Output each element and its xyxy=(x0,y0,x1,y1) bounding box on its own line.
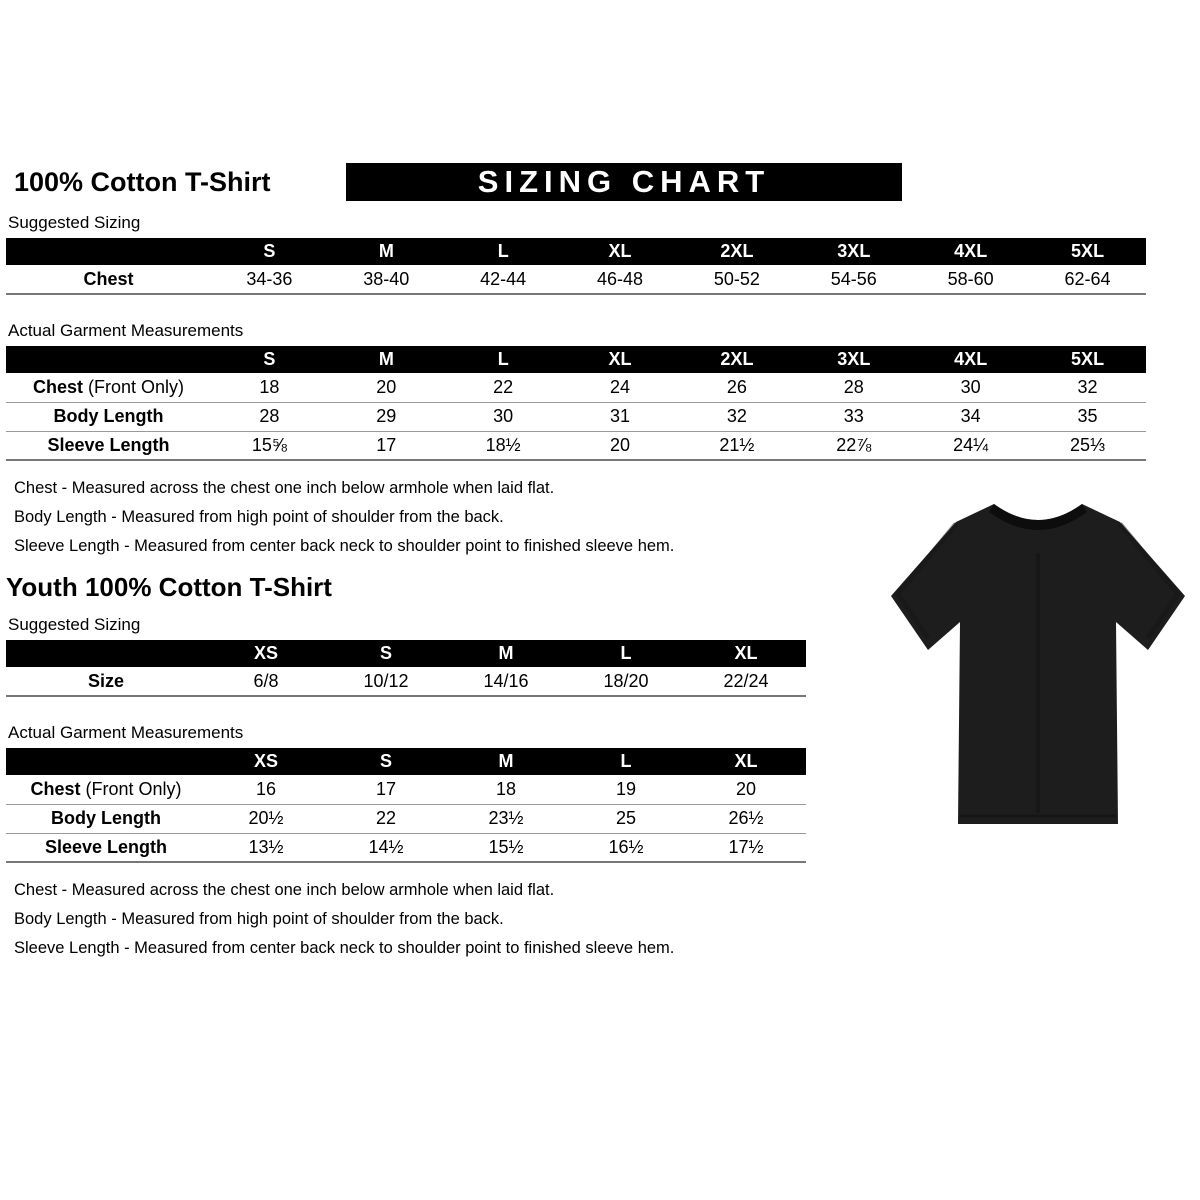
cell: 24 xyxy=(562,373,679,402)
size-header: M xyxy=(328,238,445,265)
cell: 26½ xyxy=(686,804,806,833)
cell: 20½ xyxy=(206,804,326,833)
row-label-note: (Front Only) xyxy=(80,778,182,799)
size-header: S xyxy=(211,346,328,373)
cell: 18½ xyxy=(445,431,562,460)
size-header: M xyxy=(446,640,566,667)
size-header: 3XL xyxy=(795,238,912,265)
tshirt-graphic xyxy=(888,478,1188,838)
cell: 29 xyxy=(328,402,445,431)
size-header-row xyxy=(6,748,806,775)
size-header: 5XL xyxy=(1029,238,1146,265)
size-header: 2XL xyxy=(679,346,796,373)
size-header: 3XL xyxy=(795,346,912,373)
row-label-text: Body Length xyxy=(53,406,164,426)
cell: 10/12 xyxy=(326,667,446,696)
cell: 20 xyxy=(562,431,679,460)
cell: 15⅝ xyxy=(211,431,328,460)
note-chest: Chest - Measured across the chest one inch below armhole when laid flat. xyxy=(14,479,555,497)
cell: 18 xyxy=(446,775,566,804)
empty-header-cell xyxy=(6,346,211,373)
size-header: L xyxy=(445,346,562,373)
size-header-row xyxy=(6,238,1146,265)
cell: 33 xyxy=(795,402,912,431)
row-label xyxy=(6,373,211,402)
cell: 20 xyxy=(686,775,806,804)
note-chest: Chest - Measured across the chest one inch below armhole when laid flat. xyxy=(14,881,555,899)
adult-suggested-sizing-label: Suggested Sizing xyxy=(8,213,141,232)
youth-suggested-sizing-table xyxy=(6,640,806,697)
table-row xyxy=(6,265,1146,294)
note-body-length: Body Length - Measured from high point of shoulder from the back. xyxy=(14,508,504,526)
size-header: XL xyxy=(686,748,806,775)
adult-actual-measurements-table xyxy=(6,346,1146,461)
cell: 13½ xyxy=(206,833,326,862)
cell: 38-40 xyxy=(328,265,445,294)
empty-header-cell xyxy=(6,238,211,265)
cell: 30 xyxy=(912,373,1029,402)
cell: 14½ xyxy=(326,833,446,862)
cell: 16 xyxy=(206,775,326,804)
size-header: M xyxy=(328,346,445,373)
empty-header-cell xyxy=(6,640,206,667)
row-label-note: (Front Only) xyxy=(83,376,185,397)
cell: 30 xyxy=(445,402,562,431)
cell: 34-36 xyxy=(211,265,328,294)
row-label xyxy=(6,402,211,431)
empty-header-cell xyxy=(6,748,206,775)
size-header: XL xyxy=(686,640,806,667)
cell: 42-44 xyxy=(445,265,562,294)
note-sleeve-length: Sleeve Length - Measured from center back neck to shoulder point to finished sleeve hem. xyxy=(14,939,675,957)
adult-actual-measurements-label: Actual Garment Measurements xyxy=(8,321,244,340)
size-header-row xyxy=(6,640,806,667)
size-header: XL xyxy=(562,346,679,373)
youth-suggested-sizing-label: Suggested Sizing xyxy=(8,615,141,634)
size-header: M xyxy=(446,748,566,775)
size-header: 5XL xyxy=(1029,346,1146,373)
cell: 16½ xyxy=(566,833,686,862)
youth-measurement-notes xyxy=(14,881,1200,958)
cell: 54-56 xyxy=(795,265,912,294)
cell: 22 xyxy=(326,804,446,833)
sizing-chart-banner: SIZING CHART xyxy=(346,163,902,201)
size-header: S xyxy=(211,238,328,265)
table-row xyxy=(6,833,806,862)
cell: 46-48 xyxy=(562,265,679,294)
size-header: S xyxy=(326,640,446,667)
cell: 28 xyxy=(211,402,328,431)
cell: 58-60 xyxy=(912,265,1029,294)
cell: 14/16 xyxy=(446,667,566,696)
header-row xyxy=(6,163,1200,201)
row-label xyxy=(6,265,211,294)
size-header: S xyxy=(326,748,446,775)
cell: 50-52 xyxy=(679,265,796,294)
size-header: XL xyxy=(562,238,679,265)
row-label xyxy=(6,775,206,804)
cell: 18/20 xyxy=(566,667,686,696)
cell: 22⅞ xyxy=(795,431,912,460)
cell: 17½ xyxy=(686,833,806,862)
size-header-row xyxy=(6,346,1146,373)
row-label-text: Chest xyxy=(83,268,134,289)
youth-section-title: Youth 100% Cotton T-Shirt xyxy=(6,572,332,602)
table-row xyxy=(6,373,1146,402)
cell: 32 xyxy=(1029,373,1146,402)
adult-suggested-sizing-table xyxy=(6,238,1146,295)
cell: 24¼ xyxy=(912,431,1029,460)
size-header: L xyxy=(566,640,686,667)
cell: 17 xyxy=(326,775,446,804)
cell: 6/8 xyxy=(206,667,326,696)
note-body-length: Body Length - Measured from high point of shoulder from the back. xyxy=(14,910,504,928)
cell: 15½ xyxy=(446,833,566,862)
row-label xyxy=(6,833,206,862)
row-label-text: Chest xyxy=(32,376,83,397)
cell: 17 xyxy=(328,431,445,460)
size-header: XS xyxy=(206,640,326,667)
cell: 22 xyxy=(445,373,562,402)
page-title: 100% Cotton T-Shirt xyxy=(14,167,271,197)
row-label-text: Sleeve Length xyxy=(47,434,170,455)
cell: 28 xyxy=(795,373,912,402)
cell: 25⅓ xyxy=(1029,431,1146,460)
cell: 20 xyxy=(328,373,445,402)
row-label xyxy=(6,431,211,460)
cell: 23½ xyxy=(446,804,566,833)
cell: 31 xyxy=(562,402,679,431)
youth-actual-measurements-table xyxy=(6,748,806,863)
note-sleeve-length: Sleeve Length - Measured from center back neck to shoulder point to finished sleeve hem. xyxy=(14,537,675,555)
row-label-text: Sleeve Length xyxy=(44,836,168,857)
cell: 18 xyxy=(211,373,328,402)
cell: 25 xyxy=(566,804,686,833)
size-header: 4XL xyxy=(912,346,1029,373)
youth-actual-measurements-label: Actual Garment Measurements xyxy=(8,723,244,742)
row-label-text: Body Length xyxy=(51,808,161,828)
table-row xyxy=(6,804,806,833)
table-row xyxy=(6,402,1146,431)
size-header: XS xyxy=(206,748,326,775)
cell: 34 xyxy=(912,402,1029,431)
row-label-text: Size xyxy=(87,670,125,691)
cell: 35 xyxy=(1029,402,1146,431)
size-header: L xyxy=(566,748,686,775)
cell: 62-64 xyxy=(1029,265,1146,294)
cell: 22/24 xyxy=(686,667,806,696)
table-row xyxy=(6,775,806,804)
cell: 32 xyxy=(679,402,796,431)
size-header: 4XL xyxy=(912,238,1029,265)
row-label xyxy=(6,804,206,833)
table-row xyxy=(6,431,1146,460)
row-label-text: Chest xyxy=(30,778,81,799)
cell: 21½ xyxy=(679,431,796,460)
row-label xyxy=(6,667,206,696)
cell: 26 xyxy=(679,373,796,402)
size-header: L xyxy=(445,238,562,265)
size-header: 2XL xyxy=(679,238,796,265)
tshirt-image xyxy=(888,478,1188,838)
table-row xyxy=(6,667,806,696)
cell: 19 xyxy=(566,775,686,804)
